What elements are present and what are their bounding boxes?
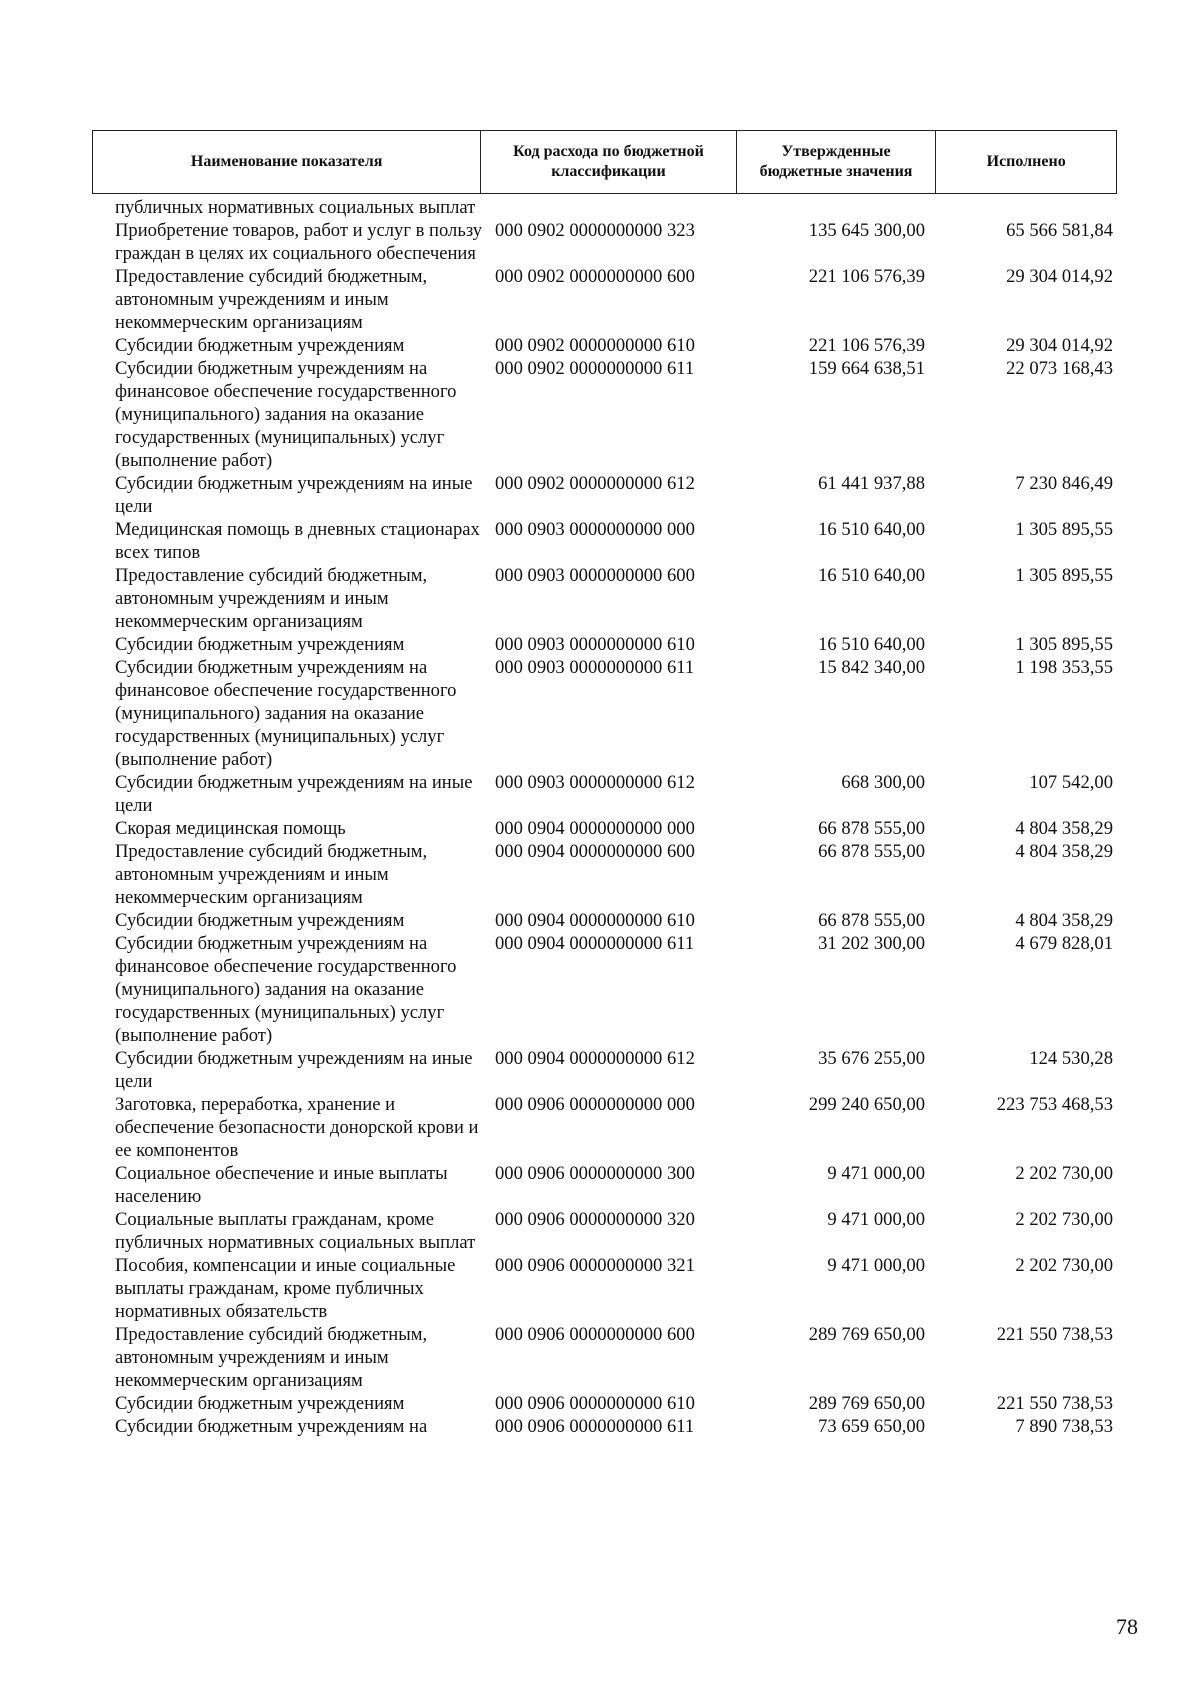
row-code: 000 0902 0000000000 323 — [495, 220, 695, 241]
row-code: 000 0906 0000000000 320 — [495, 1209, 695, 1230]
row-approved — [733, 196, 925, 219]
row-name: Субсидии бюджетным учреждениям на финансовое обеспечение государственного (муниципального) задания на оказание государственных (муниципальных) услуг (выполнение работ) — [115, 358, 457, 471]
row-approved: 66 878 555,00 — [818, 910, 925, 931]
row-approved: 9 471 000,00 — [827, 1209, 925, 1230]
row-code: 000 0903 0000000000 600 — [495, 565, 695, 586]
row-executed: 2 202 730,00 — [1015, 1163, 1113, 1184]
row-name: Скорая медицинская помощь — [115, 818, 346, 839]
row-executed: 4 804 358,29 — [1015, 841, 1113, 862]
table-row — [115, 334, 1120, 357]
row-approved: 9 471 000,00 — [827, 1255, 925, 1276]
row-executed: 1 198 353,55 — [1015, 657, 1113, 678]
row-executed: 22 073 168,43 — [1006, 358, 1113, 379]
row-executed: 221 550 738,53 — [996, 1393, 1113, 1414]
row-name: Пособия, компенсации и иные социальные выплаты гражданам, кроме публичных нормативных обязательств — [115, 1255, 456, 1322]
table-row — [115, 932, 1120, 1047]
row-approved: 15 842 340,00 — [818, 657, 925, 678]
row-code: 000 0906 0000000000 300 — [495, 1163, 695, 1184]
row-executed: 1 305 895,55 — [1015, 565, 1113, 586]
row-code — [495, 196, 733, 219]
row-executed: 124 530,28 — [1029, 1048, 1113, 1069]
row-name: Субсидии бюджетным учреждениям — [115, 1393, 405, 1414]
row-executed: 1 305 895,55 — [1015, 634, 1113, 655]
row-code: 000 0902 0000000000 600 — [495, 266, 695, 287]
row-code: 000 0902 0000000000 611 — [495, 358, 695, 379]
row-code: 000 0904 0000000000 611 — [495, 933, 695, 954]
row-name: Субсидии бюджетным учреждениям на — [115, 1416, 428, 1437]
row-name: Медицинская помощь в дневных стационарах всех типов — [115, 519, 480, 563]
row-name: Заготовка, переработка, хранение и обеспечение безопасности донорской крови и ее компонентов — [115, 1094, 479, 1161]
table-row — [115, 1208, 1120, 1254]
table-row — [115, 1415, 1120, 1438]
row-name: Предоставление субсидий бюджетным, автономным учреждениям и иным некоммерческим организациям — [115, 266, 428, 333]
row-executed: 7 890 738,53 — [1015, 1416, 1113, 1437]
row-code: 000 0906 0000000000 600 — [495, 1324, 695, 1345]
page-number: 78 — [1116, 1614, 1138, 1639]
row-approved: 221 106 576,39 — [808, 266, 925, 287]
row-name: Социальное обеспечение и иные выплаты населению — [115, 1163, 448, 1207]
row-approved: 221 106 576,39 — [808, 335, 925, 356]
row-approved: 289 769 650,00 — [808, 1324, 925, 1345]
row-code: 000 0903 0000000000 000 — [495, 519, 695, 540]
row-approved: 16 510 640,00 — [818, 634, 925, 655]
table-row — [115, 518, 1120, 564]
row-approved: 9 471 000,00 — [827, 1163, 925, 1184]
row-name: Субсидии бюджетным учреждениям — [115, 335, 405, 356]
table-row — [115, 1162, 1120, 1208]
row-executed: 29 304 014,92 — [1006, 266, 1113, 287]
row-approved: 668 300,00 — [841, 772, 925, 793]
row-name: Субсидии бюджетным учреждениям на финансовое обеспечение государственного (муниципального) задания на оказание государственных (муниципальных) услуг (выполнение работ) — [115, 933, 457, 1046]
row-code: 000 0906 0000000000 610 — [495, 1393, 695, 1414]
row-executed: 221 550 738,53 — [996, 1324, 1113, 1345]
table-row — [115, 219, 1120, 265]
table-row — [115, 472, 1120, 518]
table-row — [115, 1323, 1120, 1392]
row-approved: 299 240 650,00 — [808, 1094, 925, 1115]
row-name: Субсидии бюджетным учреждениям на иные цели — [115, 473, 473, 517]
table-row — [115, 633, 1120, 656]
header-name: Наименование показателя — [93, 131, 481, 193]
row-approved: 159 664 638,51 — [808, 358, 925, 379]
row-code: 000 0902 0000000000 610 — [495, 335, 695, 356]
row-executed: 7 230 846,49 — [1015, 473, 1113, 494]
table-body — [115, 196, 1120, 1438]
table-row — [115, 656, 1120, 771]
row-code: 000 0904 0000000000 610 — [495, 910, 695, 931]
row-name: Субсидии бюджетным учреждениям — [115, 910, 405, 931]
table-row — [115, 1093, 1120, 1162]
table-row — [115, 840, 1120, 909]
table-row — [115, 357, 1120, 472]
row-executed: 223 753 468,53 — [996, 1094, 1113, 1115]
row-name: Предоставление субсидий бюджетным, автономным учреждениям и иным некоммерческим организациям — [115, 565, 428, 632]
row-approved: 66 878 555,00 — [818, 818, 925, 839]
row-name: Приобретение товаров, работ и услуг в пользу граждан в целях их социального обеспечения — [115, 220, 483, 264]
row-approved: 16 510 640,00 — [818, 519, 925, 540]
row-executed: 1 305 895,55 — [1015, 519, 1113, 540]
table-header — [92, 130, 1117, 194]
row-code: 000 0903 0000000000 610 — [495, 634, 695, 655]
table-row — [115, 196, 1120, 219]
row-name: публичных нормативных социальных выплат — [115, 197, 476, 218]
row-approved: 135 645 300,00 — [808, 220, 925, 241]
table-row — [115, 1392, 1120, 1415]
table-row — [115, 1254, 1120, 1323]
row-name: Субсидии бюджетным учреждениям на иные цели — [115, 772, 473, 816]
row-code: 000 0906 0000000000 321 — [495, 1255, 695, 1276]
row-code: 000 0906 0000000000 611 — [495, 1416, 695, 1437]
row-approved: 35 676 255,00 — [818, 1048, 925, 1069]
row-executed: 2 202 730,00 — [1015, 1255, 1113, 1276]
row-executed: 4 804 358,29 — [1015, 818, 1113, 839]
row-approved: 16 510 640,00 — [818, 565, 925, 586]
row-code: 000 0906 0000000000 000 — [495, 1094, 695, 1115]
row-executed: 65 566 581,84 — [1006, 220, 1113, 241]
row-name: Предоставление субсидий бюджетным, автономным учреждениям и иным некоммерческим организациям — [115, 1324, 428, 1391]
row-executed: 29 304 014,92 — [1006, 335, 1113, 356]
row-approved: 61 441 937,88 — [818, 473, 925, 494]
row-name: Субсидии бюджетным учреждениям на иные цели — [115, 1048, 473, 1092]
row-name: Субсидии бюджетным учреждениям — [115, 634, 405, 655]
row-approved: 289 769 650,00 — [808, 1393, 925, 1414]
row-approved: 31 202 300,00 — [818, 933, 925, 954]
row-code: 000 0902 0000000000 612 — [495, 473, 695, 494]
row-executed: 4 804 358,29 — [1015, 910, 1113, 931]
table-row — [115, 564, 1120, 633]
row-executed — [925, 196, 1113, 219]
table-row — [115, 909, 1120, 932]
row-executed: 2 202 730,00 — [1015, 1209, 1113, 1230]
row-approved: 66 878 555,00 — [818, 841, 925, 862]
table-row — [115, 817, 1120, 840]
row-code: 000 0903 0000000000 612 — [495, 772, 695, 793]
header-code: Код расхода по бюджетной классификации — [481, 131, 737, 193]
row-code: 000 0904 0000000000 000 — [495, 818, 695, 839]
table-row — [115, 265, 1120, 334]
row-code: 000 0904 0000000000 600 — [495, 841, 695, 862]
row-executed: 107 542,00 — [1029, 772, 1113, 793]
table-row — [115, 771, 1120, 817]
row-name: Предоставление субсидий бюджетным, автономным учреждениям и иным некоммерческим организациям — [115, 841, 428, 908]
row-approved: 73 659 650,00 — [818, 1416, 925, 1437]
row-executed: 4 679 828,01 — [1015, 933, 1113, 954]
row-name: Социальные выплаты гражданам, кроме публичных нормативных социальных выплат — [115, 1209, 476, 1253]
row-code: 000 0904 0000000000 612 — [495, 1048, 695, 1069]
header-executed: Исполнено — [986, 153, 1066, 170]
row-name: Субсидии бюджетным учреждениям на финансовое обеспечение государственного (муниципального) задания на оказание государственных (муниципальных) услуг (выполнение работ) — [115, 657, 457, 770]
header-approved: Утвержденные бюджетные значения — [737, 131, 937, 193]
row-code: 000 0903 0000000000 611 — [495, 657, 695, 678]
table-row — [115, 1047, 1120, 1093]
